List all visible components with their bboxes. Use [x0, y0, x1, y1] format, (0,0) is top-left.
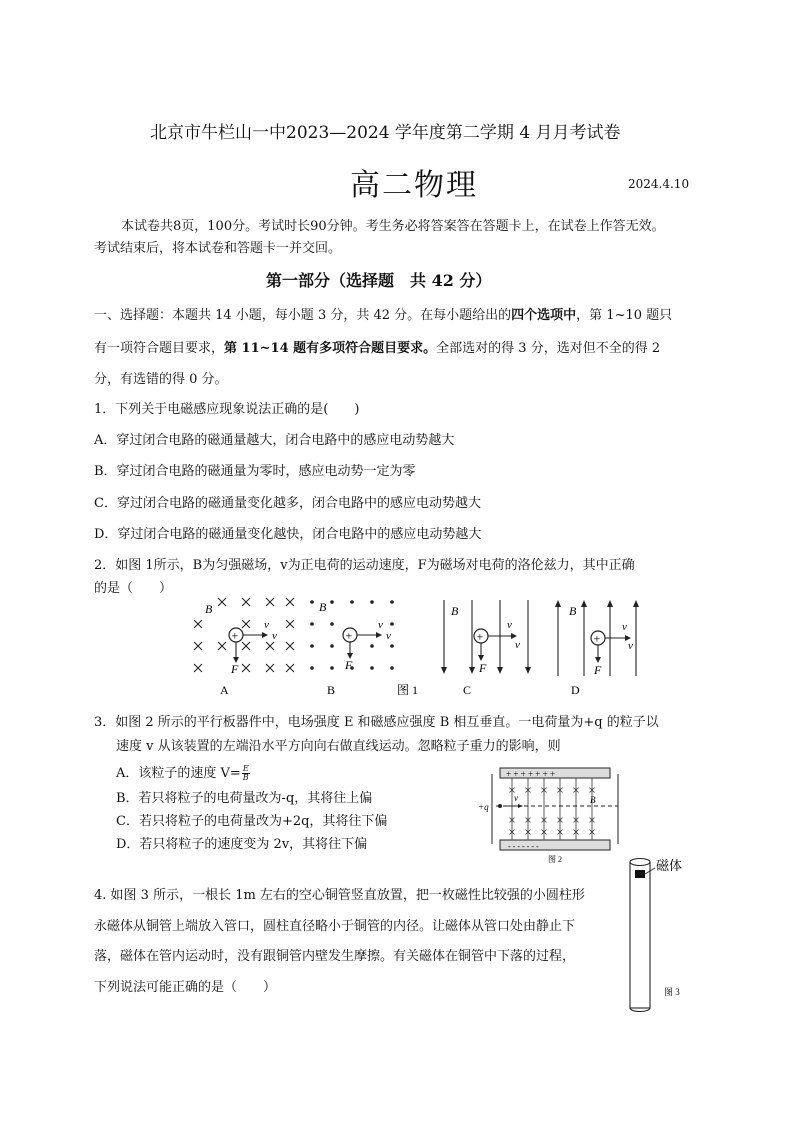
- fig2-plate-bottom: - - - - - - -: [508, 842, 539, 851]
- fig3-caption: 图 3: [664, 987, 680, 997]
- fig1-c-v: v: [515, 639, 520, 651]
- fig1-d-plus: +: [593, 631, 601, 646]
- q1-option-a: A．穿过闭合电路的磁通量越大，闭合电路中的感应电动势越大: [94, 433, 455, 448]
- fig1-b-v-top: v: [378, 619, 383, 631]
- fraction-den: B: [242, 773, 249, 782]
- fig1-d-v: v: [628, 640, 633, 652]
- fig1-c-v-top: v: [507, 619, 512, 631]
- q4-line-2: 永磁体从铜管上端放入管口，圆柱直径略小于铜管的内径。让磁体从管口处由静止下: [94, 919, 576, 934]
- instr-text: 一、选择题：本题共 14 小题，每小题 3 分，共 42 分。在每小题给出的: [94, 308, 512, 323]
- fig1-c-F: F: [479, 661, 487, 675]
- q2-line-2: 的是（ ）: [94, 581, 173, 596]
- q3-fraction: [242, 765, 250, 782]
- instr-bold: 四个选项中: [511, 308, 577, 323]
- q3-option-b: B．若只将粒子的电荷量改为-q，其将往上偏: [116, 791, 373, 806]
- fig1-a-v-top: v: [264, 619, 269, 631]
- q4-line-1: 4. 如图 3 所示，一根长 1m 左右的空心铜管竖直放置，把一枚磁性比较强的小圆柱形: [94, 888, 585, 903]
- q1-option-c: C．穿过闭合电路的磁通量变化越多，闭合电路中的感应电动势越大: [94, 496, 481, 511]
- q3-line-2: 速度 v 从该装置的左端沿水平方向向右做直线运动。忽略粒子重力的影响，则: [116, 739, 561, 754]
- fig1-caption: 图 1: [397, 683, 419, 697]
- fig1-d-B: B: [569, 604, 577, 618]
- fig1-a-B: B: [205, 602, 213, 616]
- q4-line-3: 落，磁体在管内运动时，没有跟铜管内壁发生摩擦。有关磁体在铜管中下落的过程，: [94, 949, 576, 964]
- fig2-charge-label: +q: [478, 802, 489, 812]
- fig1-b-B: B: [319, 600, 327, 614]
- figure-2: [478, 766, 630, 866]
- fig2-particle: [498, 804, 502, 808]
- figure-3: [620, 850, 720, 1015]
- q3-option-c: C．若只将粒子的电荷量改为+2q，其将往下偏: [116, 814, 388, 829]
- q3-option-a-text: A．该粒子的速度 V=: [116, 766, 241, 781]
- section-title: 第一部分（选择题 共 42 分）: [266, 271, 492, 290]
- fig1-a-F: F: [231, 662, 239, 676]
- q1-option-b: B．穿过闭合电路的磁通量为零时，感应电动势一定为零: [94, 464, 416, 479]
- fig3-magnet-label: 磁体: [656, 858, 683, 873]
- intro-line-1: 本试卷共8页，100分。考试时长90分钟。考生务必将答案答在答题卡上，在试卷上作答无效。: [121, 219, 665, 234]
- fig1-c-B: B: [451, 604, 459, 618]
- instructions-line-1: [94, 307, 672, 325]
- fig2-B-label: B: [590, 795, 596, 805]
- q3-option-a: [116, 765, 250, 783]
- instr-text: ，第 1~10 题只: [576, 308, 673, 323]
- fig1-b-v: v: [386, 630, 391, 642]
- instructions-line-3: 分，有选错的得 0 分。: [94, 372, 228, 387]
- school-title: 北京市牛栏山一中2023—2024 学年度第二学期 4 月月考试卷: [150, 123, 621, 143]
- fig1-a-v: v: [272, 630, 277, 642]
- figure-1: [180, 592, 650, 702]
- fig2-v-label: v: [514, 793, 518, 803]
- q1-stem: 1．下列关于电磁感应现象说法正确的是( ): [94, 402, 360, 417]
- q1-option-d: D．穿过闭合电路的磁通量变化越快，闭合电路中的感应电动势越大: [94, 527, 482, 542]
- fig1-b-F: F: [345, 658, 353, 672]
- fig1-c-plus: +: [476, 629, 484, 644]
- q3-line-1: 3．如图 2 所示的平行板器件中，电场强度 E 和磁感应强度 B 相互垂直。一电荷量为+q 的粒子以: [94, 715, 659, 730]
- fig1-label-a: A: [220, 683, 229, 697]
- instr-bold: 第 11~14 题有多项符合题目要求。: [224, 341, 437, 356]
- instr-text: 全部选对的得 3 分，选对但不全的得 2: [436, 341, 661, 356]
- instr-text: 有一项符合题目要求，: [94, 341, 225, 356]
- fig1-label-d: D: [571, 683, 580, 697]
- exam-date: 2024.4.10: [628, 177, 690, 191]
- fig1-label-b: B: [327, 683, 336, 697]
- fig1-label-c: C: [463, 683, 472, 697]
- intro-line-2: 考试结束后，将本试卷和答题卡一并交回。: [94, 241, 342, 256]
- fig2-caption: 图 2: [548, 855, 562, 864]
- page-title: 高二物理: [350, 168, 478, 203]
- magnet-block: [635, 870, 645, 878]
- fig1-d-F: F: [594, 663, 602, 677]
- q3-option-d: D．若只将粒子的速度变为 2v，其将往下偏: [116, 837, 368, 852]
- fig1-d-v-top: v: [622, 621, 627, 633]
- fig2-plate-top: + + + + + + +: [506, 769, 556, 779]
- fig1-a-plus: +: [231, 628, 239, 643]
- fraction-num: E: [242, 764, 249, 773]
- fig1-b-plus: +: [345, 628, 353, 643]
- q2-line-1: 2．如图 1所示，B为匀强磁场，v为正电荷的运动速度，F为磁场对电荷的洛伦兹力，其中正确: [94, 558, 635, 573]
- instructions-line-2: [94, 340, 660, 358]
- q4-line-4: 下列说法可能正确的是（ ）: [94, 980, 277, 995]
